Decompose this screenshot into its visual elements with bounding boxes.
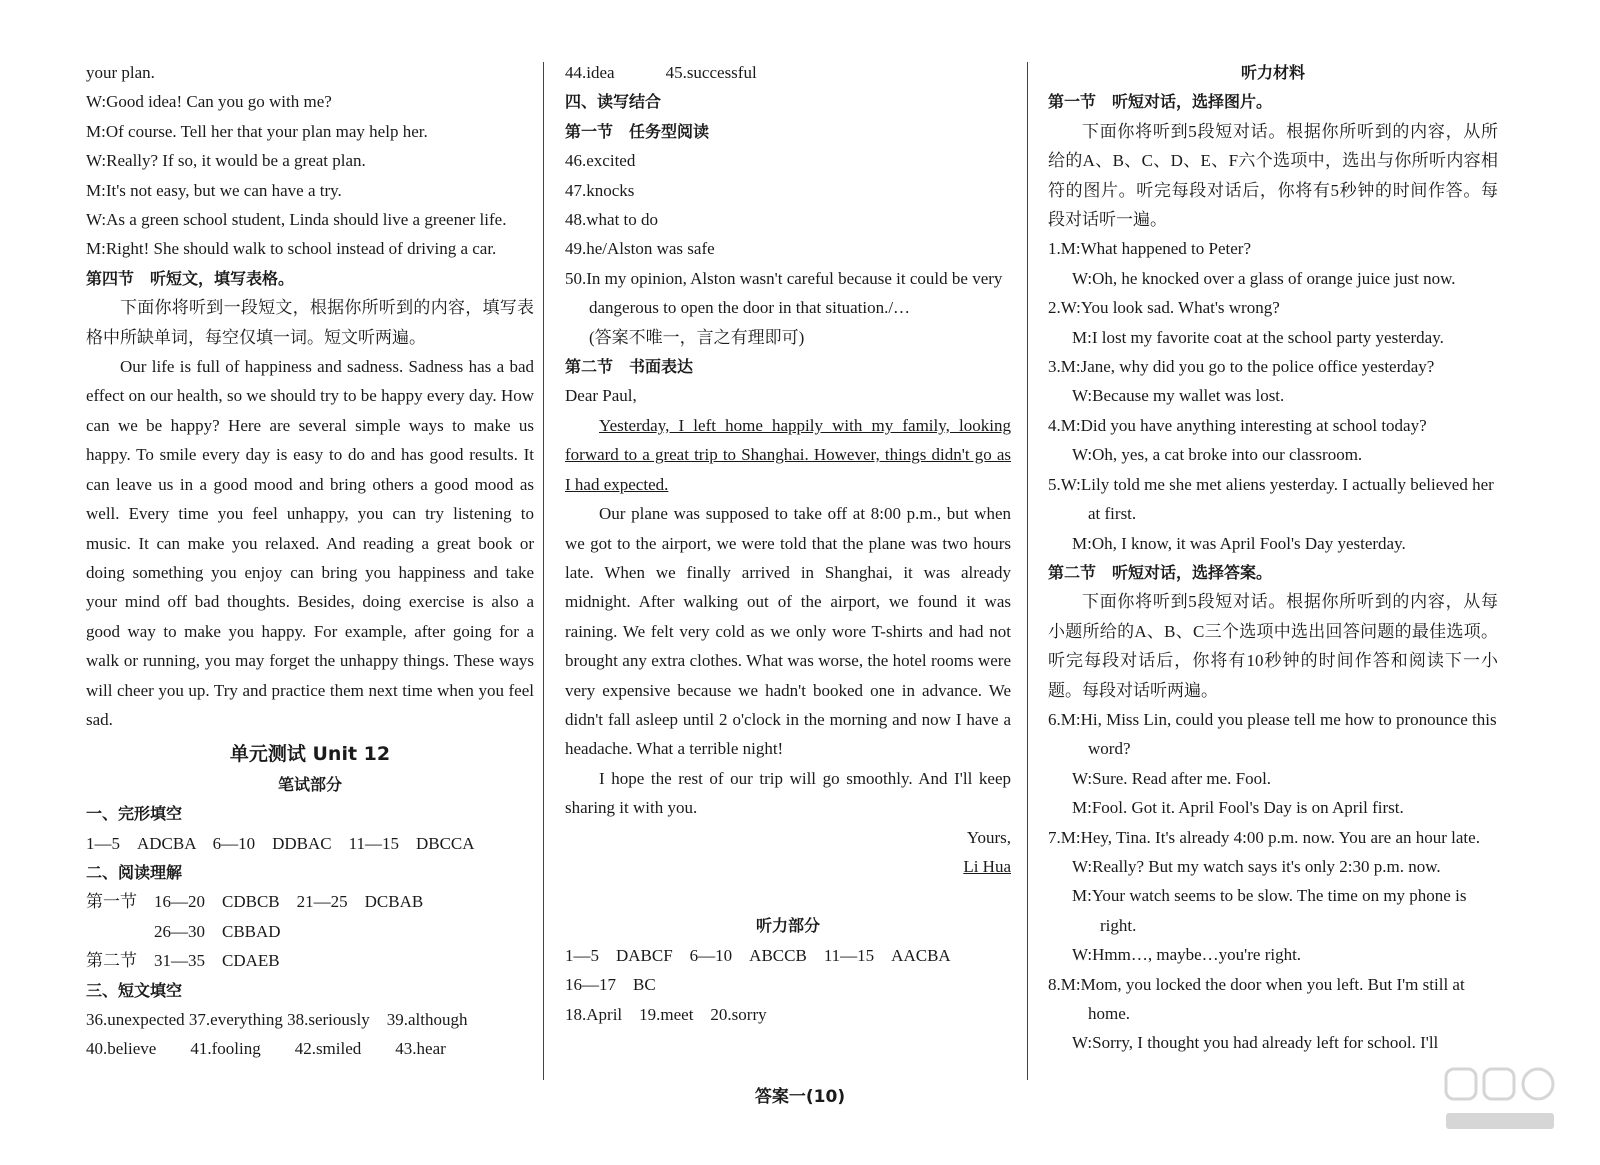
watermark-graphic — [1440, 1065, 1560, 1137]
listening-answers — [565, 941, 1011, 1029]
text-line: M:Right! She should walk to school instead of driving a car. — [86, 239, 497, 259]
page-footer: 答案一(10) — [754, 1087, 846, 1107]
text-line: M:Oh, I know, it was April Fool's Day yesterday. — [1072, 533, 1406, 553]
text-line: W:Really? But my watch says it's only 2:30 p.m. now. — [1072, 856, 1441, 876]
letter-paragraph: Yesterday, I left home happily with my family, looking forward to a great trip to Shanghai. However, things didn't go as I had expected. — [565, 415, 1011, 494]
dialogue-lines — [86, 58, 534, 264]
signature-text: Li Hua — [963, 856, 1011, 876]
text-line: 7.M:Hey, Tina. It's already 4:00 p.m. now. You are an hour late. — [1048, 827, 1480, 847]
text-line: 1.M:What happened to Peter? — [1048, 239, 1251, 259]
answer-50: 50.In my opinion, Alston wasn't careful because it could be very dangerous to open the door in that situation./… — [565, 268, 1003, 318]
watermark-logo — [1440, 1065, 1560, 1137]
text-line: 18.April 19.meet 20.sorry — [565, 1004, 767, 1024]
text-line: 44.idea 45.successful — [565, 63, 757, 82]
text-line: W:Sorry, I thought you had already left for school. I'll — [1072, 1033, 1439, 1053]
right-column — [1048, 58, 1498, 1058]
middle-column — [565, 58, 1011, 1029]
text-line: W:Good idea! Can you go with me? — [86, 92, 332, 112]
text-line: your plan. — [86, 63, 155, 82]
text-line: 40.believe 41.fooling 42.smiled 43.hear — [86, 1039, 446, 1059]
passage: Our life is full of happiness and sadness. Sadness has a bad effect on our health, so we should try to be happy every day. How can we be happy? Here are several simple ways to make us happy. To smile every day is easy to do and has good results. It can leave us in a good mood and bring others a good mood as well. Every time you feel unhappy, you can try listening to music. It can make you relaxed. And reading a great book or doing something you enjoy can bring you happiness and take your mind off bad thoughts. Besides, doing exercise is also a good way to make you happy. For example, after going for a walk or running, you may forget the unhappy things. These ways will cheer you up. Try and practice them next time when you feel sad. — [86, 357, 534, 729]
left-column — [86, 58, 534, 1064]
text-line: 6.M:Hi, Miss Lin, could you please tell me how to pronounce this word? — [1048, 709, 1497, 759]
writing-heading: 第二节 书面表达 — [565, 357, 694, 377]
text-line: 48.what to do — [565, 210, 659, 230]
text-line: 8.M:Mom, you locked the door when you left. But I'm still at home. — [1048, 974, 1465, 1023]
unit-subtitle: 笔试部分 — [277, 774, 342, 794]
text-line: 第一节 16—20 CDBCB 21—25 DCBAB — [86, 892, 424, 912]
text-line: 46.excited — [565, 151, 636, 171]
section-heading: 一、完形填空 — [86, 804, 183, 824]
section1-heading: 第一节 听短对话，选择图片。 — [1048, 92, 1273, 112]
dialogue-lines — [1048, 234, 1498, 557]
section-heading: 第一节 任务型阅读 — [565, 121, 710, 141]
text-line: 47.knocks — [565, 180, 635, 200]
text-line: W:Oh, yes, a cat broke into our classroom. — [1072, 445, 1363, 465]
text-line: 3.M:Jane, why did you go to the police office yesterday? — [1048, 357, 1435, 377]
text-line: 1—5 DABCF 6—10 ABCCB 11—15 AACBA — [565, 945, 951, 965]
transcript-title: 听力材料 — [1240, 63, 1305, 82]
letter-closing: Yours, — [966, 827, 1011, 847]
column-divider — [543, 62, 544, 1080]
text-line: W:As a green school student, Linda should live a greener life. — [86, 210, 507, 230]
section2-heading: 第二节 听短对话，选择答案。 — [1048, 562, 1273, 582]
text-line: W:Hmm…, maybe…you're right. — [1072, 945, 1302, 965]
text-line: W:Sure. Read after me. Fool. — [1072, 768, 1272, 788]
column-divider — [1027, 62, 1028, 1080]
text-line: 第二节 31—35 CDAEB — [86, 951, 280, 971]
letter-paragraph: I hope the rest of our trip will go smoothly. And I'll keep sharing it with you. — [565, 768, 1011, 818]
answer-list — [565, 58, 1011, 264]
text-line: W:Really? If so, it would be a great plan. — [86, 151, 366, 171]
unit-title: 单元测试 Unit 12 — [229, 743, 391, 766]
listening-title: 听力部分 — [755, 916, 820, 936]
text-line: M:Fool. Got it. April Fool's Day is on April first. — [1072, 798, 1404, 818]
text-line: W:Because my wallet was lost. — [1072, 386, 1285, 406]
section-heading: 三、短文填空 — [86, 980, 183, 1000]
text-line: M:I lost my favorite coat at the school party yesterday. — [1072, 327, 1444, 347]
section4-heading: 第四节 听短文，填写表格。 — [86, 268, 295, 288]
section4-instruction: 下面你将听到一段短文，根据你所听到的内容，填写表格中所缺单词，每空仅填一词。短文听两遍。 — [86, 298, 534, 347]
dialogue-lines — [1048, 705, 1498, 1058]
text-line: 4.M:Did you have anything interesting at school today? — [1048, 415, 1427, 435]
text-line: 36.unexpected 37.everything 38.seriously 39.although — [86, 1010, 468, 1029]
letter-signature — [565, 852, 1011, 881]
text-line: M:Your watch seems to be slow. The time on my phone is right. — [1072, 886, 1467, 935]
text-line: 26—30 CBBAD — [86, 921, 281, 941]
text-line: 2.W:You look sad. What's wrong? — [1048, 298, 1280, 318]
text-line: 5.W:Lily told me she met aliens yesterday. I actually believed her at first. — [1048, 474, 1494, 524]
text-line: M:It's not easy, but we can have a try. — [86, 180, 342, 200]
text-line: 16—17 BC — [565, 975, 656, 995]
text-line: M:Of course. Tell her that your plan may help her. — [86, 121, 428, 141]
letter-salutation: Dear Paul, — [565, 386, 637, 406]
answer-list — [86, 799, 534, 1064]
section-heading: 四、读写结合 — [565, 92, 662, 112]
section-heading: 二、阅读理解 — [86, 862, 183, 882]
answer-50-note: (答案不唯一，言之有理即可) — [589, 327, 805, 347]
text-line: 49.he/Alston was safe — [565, 239, 715, 259]
text-line: 1—5 ADCBA 6—10 DDBAC 11—15 DBCCA — [86, 833, 475, 853]
section2-instruction: 下面你将听到5段短对话。根据你所听到的内容，从每小题所给的A、B、C三个选项中选出回答问题的最佳选项。听完每段对话后，你将有10秒钟的时间作答和阅读下一小题。每段对话听两遍。 — [1048, 592, 1498, 700]
section1-instruction: 下面你将听到5段短对话。根据你所听到的内容，从所给的A、B、C、D、E、F六个选项中，选出与你所听内容相符的图片。听完每段对话后，你将有5秒钟的时间作答。每段对话听一遍。 — [1048, 121, 1498, 230]
letter-paragraph: Our plane was supposed to take off at 8:00 p.m., but when we got to the airport, we were told that the plane was two hours late. When we finally arrived in Shanghai, it was already midnight. After walking out of the airport, we found it was raining. We felt very cold as we only wore T-shirts and had not brought any extra clothes. What was worse, the hotel rooms were very expensive because we hadn't booked one in advance. We didn't fall asleep until 2 o'clock in the morning and now I have a headache. What a terrible night! — [565, 504, 1011, 759]
text-line: W:Oh, he knocked over a glass of orange juice just now. — [1072, 268, 1456, 288]
